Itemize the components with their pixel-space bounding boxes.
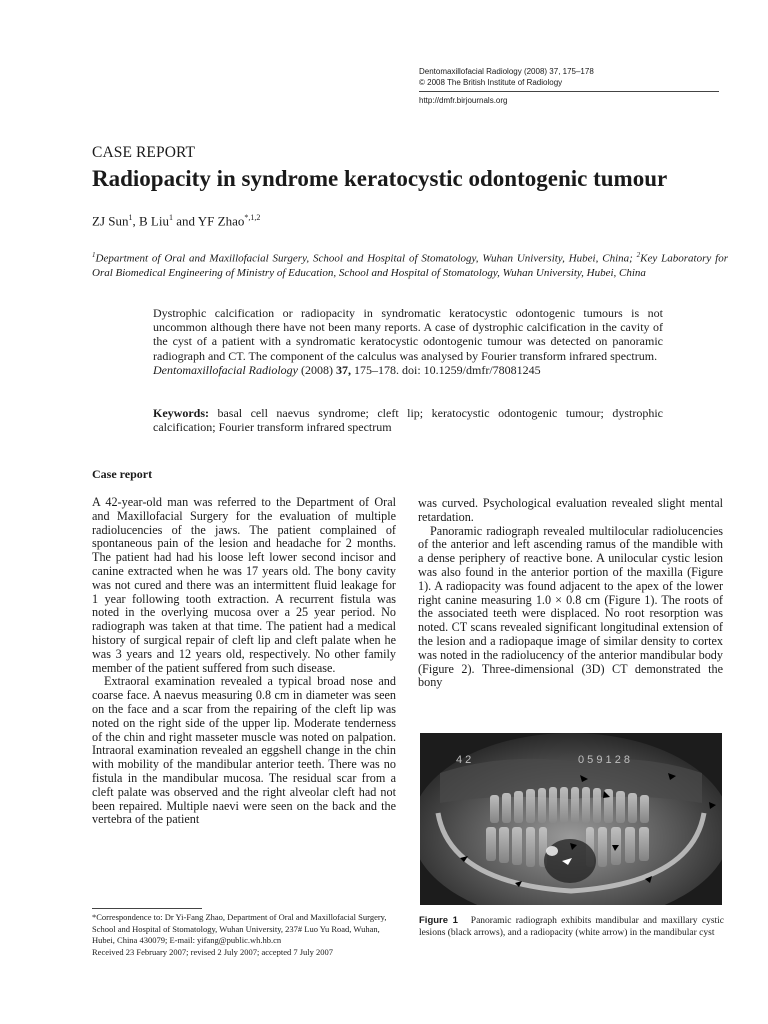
paragraph: Extraoral examination revealed a typical broad nose and coarse face. A naevus measuring 0.8 cm in diameter was seen on the face and a scar from the repairing of the cleft lip was noted on the right side of the upper lip. Moderate tenderness of the chin and right masseter muscle was noted on palpation. Intraoral examination revealed an eggshell change in the chin with mobility of the mandibular anterior teeth. There was no fistula in the mandibular mucosa. The residual scar from a cleft palate was observed and the right alveolar cleft had not been repaired. Multiple naevi were seen on the back and the vertebra of the patient [92,674,396,827]
affiliations [92,248,728,280]
radiograph-label-left: 4 2 [456,754,472,766]
citation-volume: 37, [335,362,351,377]
keywords-label: Keywords: [153,406,209,420]
figure-caption [419,915,724,939]
journal-citation-line: Dentomaxillofacial Radiology (2008) 37, 175–178 [419,67,594,76]
received-dates: Received 23 February 2007; revised 2 July 2007; accepted 7 July 2007 [92,946,334,957]
abstract [153,306,663,377]
keywords [153,406,663,434]
author-separator: , [132,213,139,229]
keywords-text: basal cell naevus syndrome; cleft lip; keratocystic odontogenic tumour; dystrophic calcification; Fourier transform infrared spectrum [153,406,663,435]
affiliation-1: Department of Oral and Maxillofacial Surgery, School and Hospital of Stomatology, Wuhan University, Hubei, China; [95,252,637,265]
radiograph-label-right: 0 5 9 1 2 8 [578,754,630,766]
citation-doi: 175–178. doi: 10.1259/dmfr/78081245 [350,362,541,377]
paragraph: Panoramic radiograph revealed multilocular radiolucencies of the anterior and left ascending ramus of the mandible with a dense periphery of reactive bone. A unilocular cystic lesion was also found in the anterior portion of the maxilla (Figure 1). A radiopacity was found adjacent to the apex of the lower right canine measuring 1.0 × 0.8 cm (Figure 1). The roots of the associated teeth were displaced. No root resorption was noted. CT scans revealed significant longitudinal extension of the lesion and a radiopaque image of similar density to cortex was noted in the radiolucency of the anterior mandibular body (Figure 2). Three-dimensional (3D) CT demonstrated the bony [418,523,723,690]
citation-year: (2008) [297,362,336,377]
author-1: ZJ Sun [92,213,129,229]
copyright-line: © 2008 The British Institute of Radiology [419,78,563,87]
author-3-affiliation: *,1,2 [244,213,261,222]
figure-caption-text: Panoramic radiograph exhibits mandibular and maxillary cystic lesions (black arrows), and a radiopacity (white arrow) in the mandibular cyst [419,916,725,938]
journal-header [419,66,719,106]
paragraph: A 42-year-old man was referred to the Department of Oral and Maxillofacial Surgery for the evaluation of multiple radiolucencies of the jaws. The patient complained of spontaneous pain of the lesion and headache for 2 months. The patient had had his loose left lower second incisor and canine extracted when he was 17 years old. The bony cavity was not cured and there was an intermittent fluid leakage for 1 year following tooth extraction. A recurrent fistula was noted in the overlying mucosa over a 25 year period. No radiograph was taken at that time. The patient had a medical history of surgical repair of cleft lip and cleft palate when he was 3 years and 12 years old, respectively. No other family member of the patient suffered from such disease. [92,495,396,675]
body-column-right [418,497,723,690]
correspondence-footnote [92,908,396,958]
section-label: CASE REPORT [92,144,196,161]
author-2: B Liu [138,213,169,229]
author-3: YF Zhao [197,213,245,229]
affiliation-2: Key Laboratory for Oral Biomedical Engineering of Ministry of Education, School and Hospital of Stomatology, Wuhan University, Hubei, China [92,252,728,279]
journal-url[interactable]: http://dmfr.birjournals.org [419,96,508,105]
author-1-affiliation: 1 [128,213,133,222]
figure-label: Figure 1 [419,915,458,926]
author-list [92,213,260,229]
paragraph: was curved. Psychological evaluation revealed slight mental retardation. [418,496,723,524]
body-column-left [92,496,396,827]
section-heading-case-report: Case report [92,467,153,481]
correspondence-text: *Correspondence to: Dr Yi-Fang Zhao, Department of Oral and Maxillofacial Surgery, School and Hospital of Stomatology, Wuhan University, 237# Luo Yu Road, Wuhan, Hubei, China 430079; E-mail: yifang@public.wh.hb.cn [92,912,387,945]
author-separator: and [172,213,198,229]
radiograph-image [420,733,722,905]
figure-1-radiograph [420,733,722,905]
affiliation-2-marker: 2 [636,251,641,259]
header-rule [419,91,719,92]
article-title: Radiopacity in syndrome keratocystic odontogenic tumour [92,166,668,191]
footnote-rule [92,908,202,909]
author-2-affiliation: 1 [168,213,173,222]
affiliation-1-marker: 1 [92,251,96,259]
abstract-text: Dystrophic calcification or radiopacity in syndromatic keratocystic odontogenic tumours is not uncommon although there have not been many reports. A case of dystrophic calcification in the cavity of the cyst of a patient with a syndromatic keratocystic odontogenic tumour was detected on panoramic radiograph and CT. The component of the calculus was analysed by Fourier transform infrared spectrum. [153,306,663,363]
citation-journal: Dentomaxillofacial Radiology [153,362,298,377]
